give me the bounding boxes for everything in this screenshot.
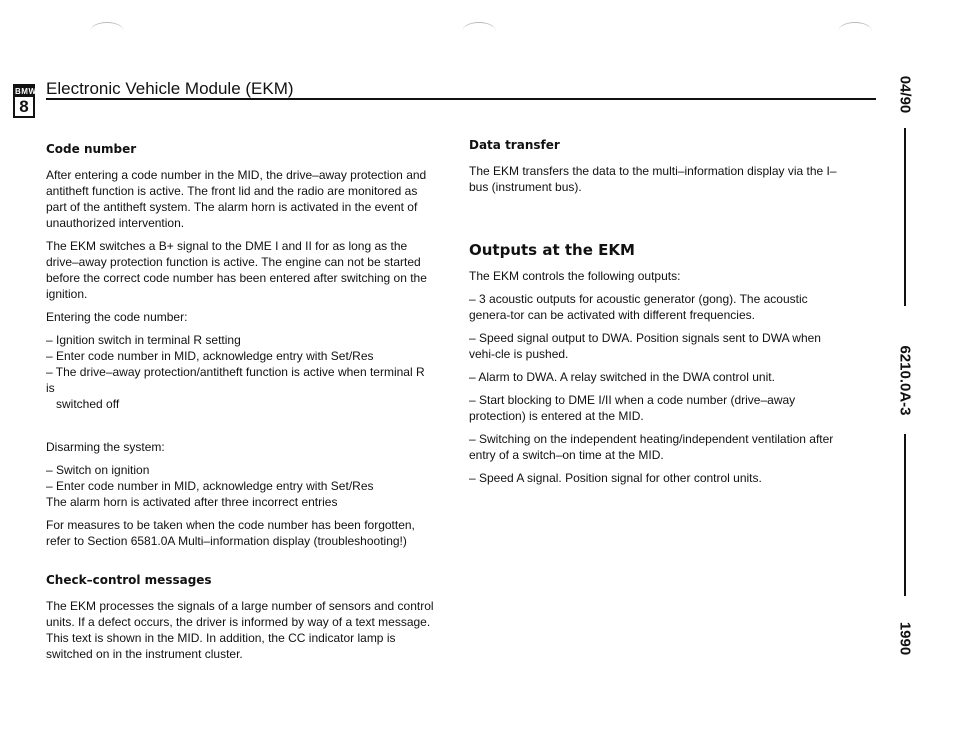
forgotten-code-note: For measures to be taken when the code number has been forgotten, refer to Section 6581.0A Multi–information display (troubleshooting!) [46, 518, 415, 548]
output-item: – Speed signal output to DWA. Position signals sent to DWA when vehi-cle is pushed. [469, 331, 821, 361]
scan-mark-left [90, 22, 124, 41]
list-item: – Enter code number in MID, acknowledge entry with Set/Res [46, 349, 374, 363]
alarm-note: The alarm horn is activated after three incorrect entries [46, 495, 338, 509]
output-item: – Switching on the independent heating/independent ventilation after entry of a switch–on time at the MID. [469, 432, 834, 462]
data-transfer-text: The EKM transfers the data to the multi–information display via the I–bus (instrument bus). [469, 164, 837, 194]
code-entry-steps [46, 332, 434, 412]
output-item: – Alarm to DWA. A relay switched in the DWA control unit. [469, 370, 775, 384]
list-item: – The drive–away protection/antitheft function is active when terminal R is [46, 365, 425, 395]
disarm-steps [46, 462, 434, 494]
check-control-text: The EKM processes the signals of a large number of sensors and control units. If a defect occurs, the driver is informed by way of a text message. This text is shown in the MID. In addition, the CC indicator lamp is switched on in the instrument cluster. [46, 599, 434, 661]
list-item: – Enter code number in MID, acknowledge entry with Set/Res [46, 479, 374, 493]
header-rule [46, 98, 876, 100]
data-transfer-heading: Data transfer [469, 138, 560, 152]
logo-number: 8 [19, 97, 29, 116]
page-title: Electronic Vehicle Module (EKM) [46, 79, 294, 98]
check-control-heading: Check–control messages [46, 573, 212, 587]
output-item: – Speed A signal. Position signal for other control units. [469, 471, 762, 485]
side-section: 6210.0A-3 [896, 345, 914, 416]
code-number-p1: After entering a code number in the MID, the drive–away protection and antitheft function is active. The front lid and the radio are monitored as part of the antitheft system. The alarm horn is activated in the event of unauthorized intervention. [46, 168, 427, 230]
logo-brand: BMW [15, 87, 37, 96]
list-item: – Switch on ignition [46, 463, 150, 477]
list-item-continuation: switched off [56, 397, 120, 411]
output-item: – Start blocking to DME I/II when a code number (drive–away protection) is entered at the MID. [469, 393, 796, 423]
code-entry-intro: Entering the code number: [46, 310, 188, 324]
side-date: 04/90 [896, 75, 914, 114]
outputs-intro: The EKM controls the following outputs: [469, 269, 681, 283]
scan-mark-center [462, 22, 496, 41]
left-column [46, 141, 434, 669]
side-year: 1990 [896, 621, 914, 656]
list-item: – Ignition switch in terminal R setting [46, 333, 241, 347]
side-line-2 [904, 434, 906, 596]
scan-mark-right [838, 22, 872, 41]
bmw-logo [13, 84, 35, 118]
output-item: – 3 acoustic outputs for acoustic generator (gong). The acoustic genera-tor can be activated with different frequencies. [469, 292, 808, 322]
code-number-heading: Code number [46, 142, 137, 156]
right-column [469, 137, 847, 493]
code-number-p2: The EKM switches a B+ signal to the DME I and II for as long as the drive–away protection function is active. The engine can not be started before the correct code number has been entered after switching on the ignition. [46, 239, 427, 301]
disarm-intro: Disarming the system: [46, 440, 165, 454]
outputs-heading: Outputs at the EKM [469, 241, 635, 259]
side-line-1 [904, 128, 906, 306]
